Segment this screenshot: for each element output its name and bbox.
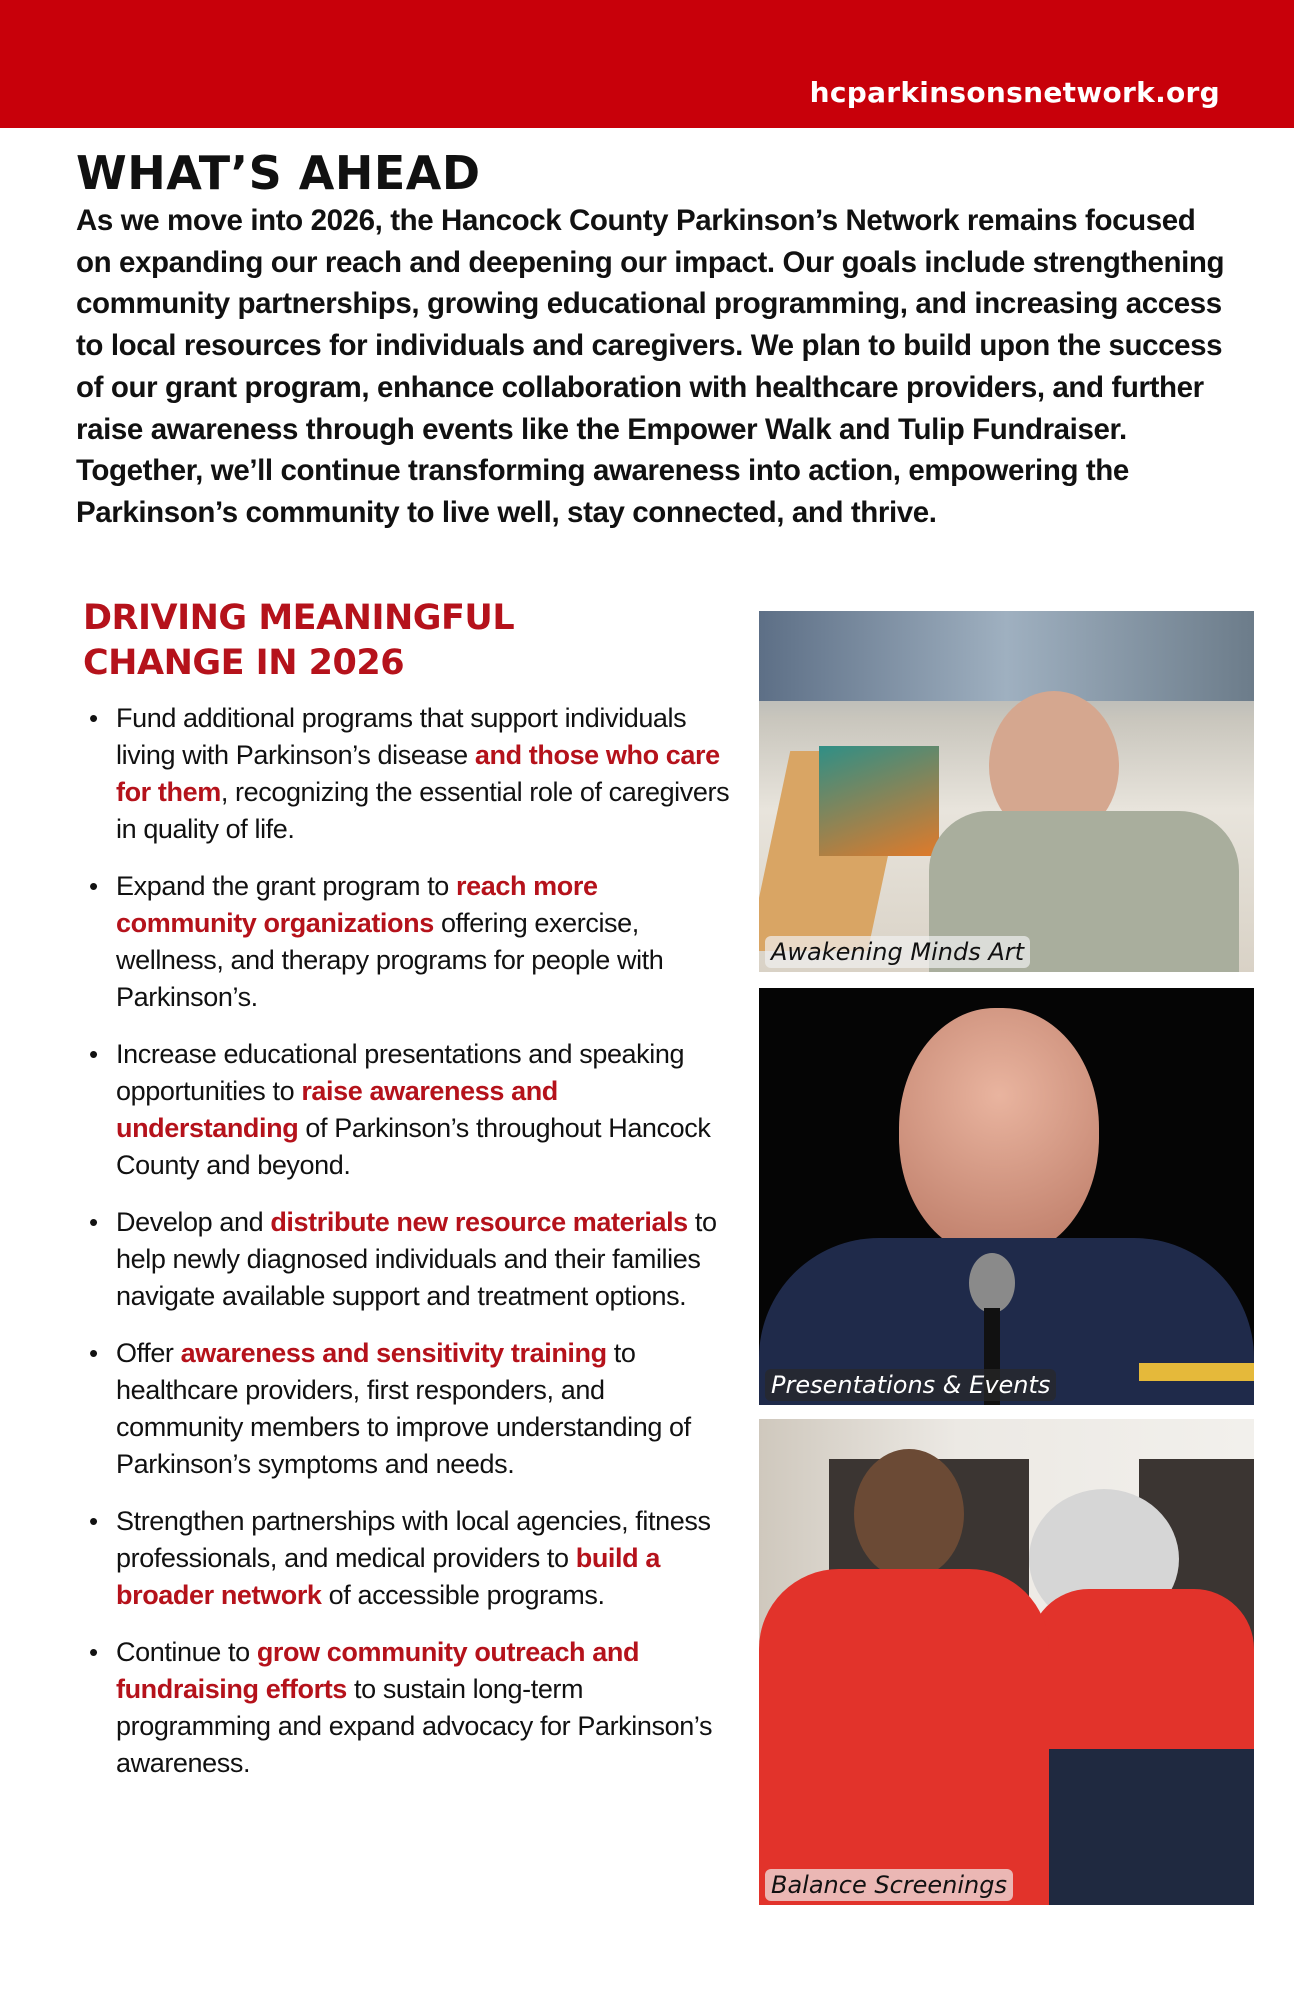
intro-paragraph: As we move into 2026, the Hancock County Parkinson’s Network remains focused on expanding our reach and deepening our impact. Our goals include strengthening community partnerships, growing educational programming, and increasing access to local resources for individuals and caregivers. We plan to build upon the success of our grant program, enhance collaboration with healthcare providers, and further raise awareness through events like the Empower Walk and Tulip Fundraiser. Together, we’ll continue transforming awareness into action, empowering the Parkinson’s community to live well, stay connected, and thrive. xyxy=(76,204,1225,529)
photo-balance-screening xyxy=(759,1419,1254,1905)
bullet-highlight: and those who care for them xyxy=(116,740,720,807)
bullet-highlight: grow community outreach and fundraising efforts xyxy=(116,1637,640,1704)
helper-head xyxy=(854,1449,964,1579)
bullet-highlight: reach more community organizations xyxy=(116,871,598,938)
page-title: WHAT’S AHEAD xyxy=(76,146,481,200)
bullet-highlight: awareness and sensitivity training xyxy=(180,1338,607,1368)
painting-canvas xyxy=(819,746,939,856)
bullet-highlight: raise awareness and understanding xyxy=(116,1076,558,1143)
photo-speaker xyxy=(759,988,1254,1405)
microphone xyxy=(969,1253,1015,1313)
list-item xyxy=(93,1503,733,1614)
bullet-highlight: distribute new resource materials xyxy=(270,1207,688,1237)
bullet-text: Strengthen partnerships with local agencies, fitness professionals, and medical providers to xyxy=(116,1506,711,1573)
photo-art-class xyxy=(759,611,1254,972)
bullet-text: , recognizing the essential role of caregivers in quality of life. xyxy=(116,777,730,844)
bullet-text: offering exercise, wellness, and therapy programs for people with Parkinson’s. xyxy=(116,908,664,1012)
person-pants xyxy=(1029,1749,1254,1905)
photo-caption: Awakening Minds Art xyxy=(765,936,1030,968)
bullet-text: Increase educational presentations and speaking opportunities to xyxy=(116,1039,685,1106)
list-item xyxy=(93,700,733,848)
bullet-text: Develop and xyxy=(116,1207,271,1237)
bullet-text: to sustain long-term programming and expand advocacy for Parkinson’s awareness. xyxy=(116,1674,713,1778)
photo-caption: Balance Screenings xyxy=(765,1869,1013,1901)
bullet-text: of accessible programs. xyxy=(321,1580,605,1610)
list-item xyxy=(93,1335,733,1483)
bullet-text: Continue to xyxy=(116,1637,257,1667)
bullet-text: Expand the grant program to xyxy=(116,871,457,901)
bullet-text: of Parkinson’s throughout Hancock County and beyond. xyxy=(116,1113,711,1180)
shirt-stripe xyxy=(1139,1363,1254,1381)
bullet-text: Fund additional programs that support individuals living with Parkinson’s disease xyxy=(116,703,687,770)
list-item xyxy=(93,1036,733,1184)
bullet-text: Offer xyxy=(116,1338,181,1368)
helper-red-shirt xyxy=(759,1569,1049,1905)
website-url[interactable]: hcparkinsonsnetwork.org xyxy=(809,76,1220,109)
section-title-line2: CHANGE IN 2026 xyxy=(83,643,405,683)
list-item xyxy=(93,868,733,1016)
list-item xyxy=(93,1204,733,1315)
window-background xyxy=(759,611,1254,701)
bullet-highlight: build a broader network xyxy=(116,1543,660,1610)
bullet-text: to help newly diagnosed individuals and their families navigate available support and treatment options. xyxy=(116,1207,717,1311)
goals-list xyxy=(93,700,733,1802)
section-title-line1: DRIVING MEANINGFUL xyxy=(83,598,515,638)
header-banner xyxy=(0,0,1294,128)
bullet-text: to healthcare providers, first responders, and community members to improve understanding of Parkinson’s symptoms and needs. xyxy=(116,1338,691,1479)
speaker-head xyxy=(899,1008,1099,1258)
photo-caption: Presentations & Events xyxy=(765,1369,1056,1401)
section-title xyxy=(83,596,603,686)
list-item xyxy=(93,1634,733,1782)
